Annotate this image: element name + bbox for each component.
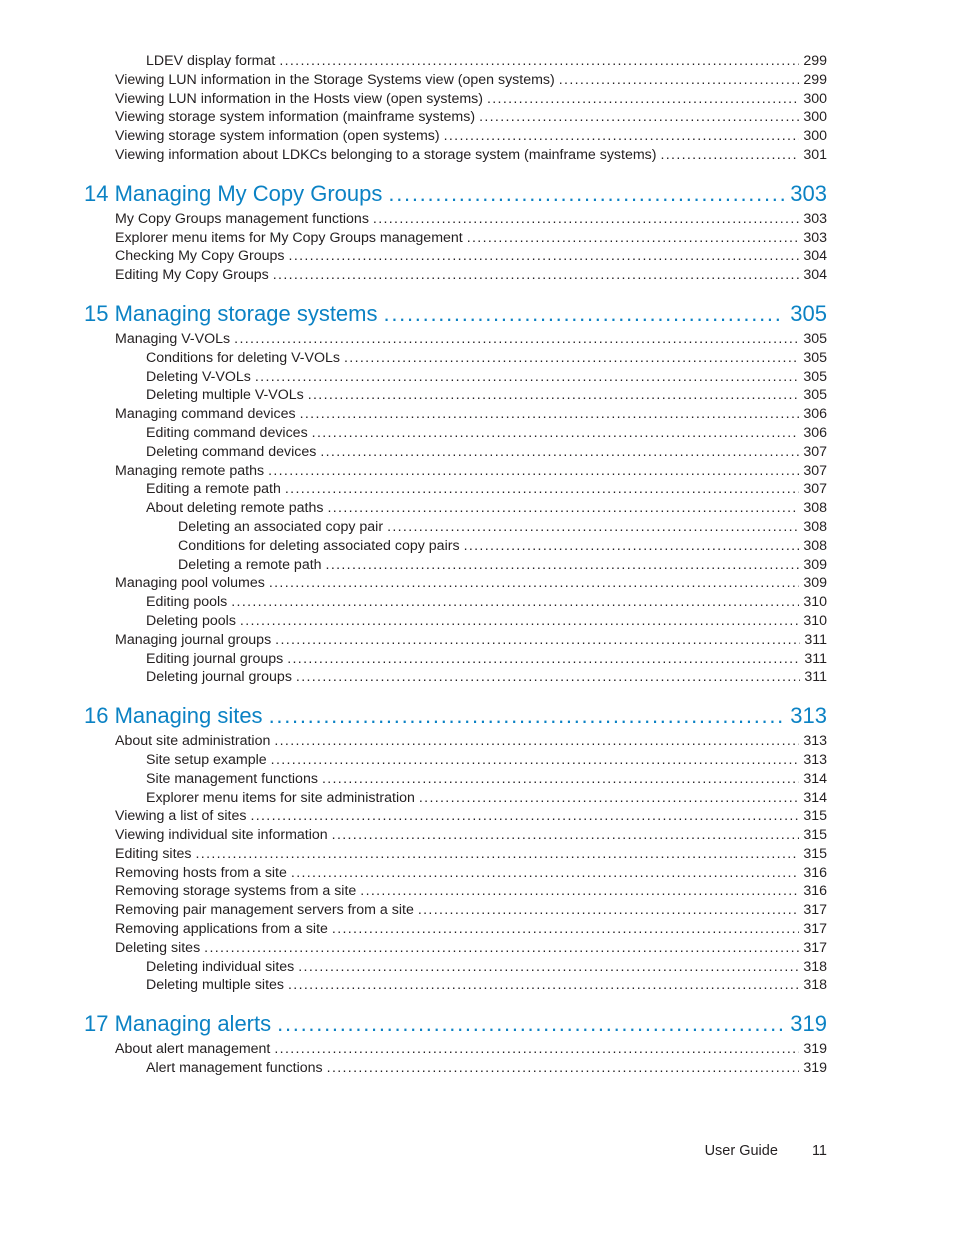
toc-entry-title: Managing command devices [115, 406, 296, 423]
toc-entry[interactable] [0, 462, 954, 481]
toc-entry[interactable] [0, 976, 954, 995]
toc-entry[interactable] [0, 368, 954, 387]
toc-page-number: 313 [803, 751, 827, 768]
toc-entry-title: About alert management [115, 1041, 271, 1058]
toc-entry-title: Deleting pools [146, 612, 236, 629]
toc-page-number: 301 [803, 146, 827, 163]
toc-page-number: 300 [803, 90, 827, 107]
toc-entry[interactable] [0, 958, 954, 977]
toc-entry[interactable] [0, 146, 954, 165]
toc-page-number: 304 [803, 267, 827, 284]
toc-entry-title: Viewing LUN information in the Storage Systems view (open systems) [115, 71, 555, 88]
toc-entry[interactable] [0, 349, 954, 368]
dot-leader [277, 1009, 784, 1039]
toc-page-number: 308 [803, 500, 827, 517]
toc-entry-title: Viewing a list of sites [115, 808, 247, 825]
dot-leader [287, 650, 800, 669]
toc-entry-title: Checking My Copy Groups [115, 248, 285, 265]
toc-entry[interactable] [0, 770, 954, 789]
toc-entry-title: Deleting command devices [146, 443, 317, 460]
toc-entry-title: Viewing information about LDKCs belonging to a storage system (mainframe systems) [115, 146, 657, 163]
dot-leader [255, 368, 799, 387]
toc-entry-title: Deleting V-VOLs [146, 368, 251, 385]
toc-entry[interactable] [0, 71, 954, 90]
dot-leader [296, 668, 800, 687]
toc-page-number: 307 [803, 481, 827, 498]
toc-entry[interactable] [0, 732, 954, 751]
dot-leader [332, 826, 800, 845]
toc-page-number: 299 [803, 53, 827, 69]
dot-leader [373, 210, 799, 229]
dot-leader [273, 266, 800, 285]
dot-leader [332, 920, 799, 939]
toc-entry[interactable] [0, 593, 954, 612]
toc-entry-title: Managing journal groups [115, 631, 272, 648]
dot-leader [487, 90, 799, 109]
toc-entry-title: Explorer menu items for site administration [146, 789, 415, 806]
toc-entry[interactable] [0, 90, 954, 109]
toc-entry-title: Managing V-VOLs [115, 330, 231, 347]
dot-leader [289, 247, 800, 266]
dot-leader [464, 537, 800, 556]
toc-entry[interactable] [0, 266, 954, 285]
toc-entry[interactable] [0, 405, 954, 424]
toc-entry-title: About site administration [115, 733, 271, 750]
toc-page-number: 310 [803, 594, 827, 611]
footer-label: User Guide [704, 1143, 778, 1159]
toc-page-number: 307 [803, 462, 827, 479]
toc-entry-title: Explorer menu items for My Copy Groups management [115, 229, 463, 246]
toc-page-number: 314 [803, 770, 827, 787]
dot-leader [274, 732, 799, 751]
toc-entry-title: 16 Managing sites [84, 703, 263, 729]
toc-entry-title: Deleting a remote path [178, 556, 322, 573]
toc-chapter-heading[interactable] [0, 1009, 954, 1039]
dot-leader [298, 958, 799, 977]
toc-entry-title: Viewing storage system information (mainframe systems) [115, 109, 476, 126]
dot-leader [234, 330, 799, 349]
toc-page-number: 317 [803, 902, 827, 919]
toc-page-number: 315 [803, 808, 827, 825]
toc-entry-title: Editing a remote path [146, 481, 281, 498]
toc-entry-title: Viewing LUN information in the Hosts view (open systems) [115, 90, 483, 107]
toc-page-number: 316 [803, 883, 827, 900]
toc-entry-title: Viewing storage system information (open systems) [115, 128, 440, 145]
dot-leader [250, 807, 799, 826]
dot-leader [300, 405, 800, 424]
dot-leader [419, 789, 799, 808]
dot-leader [204, 939, 799, 958]
toc-entry-title: Removing hosts from a site [115, 864, 287, 881]
toc-entry-title: Deleting an associated copy pair [178, 518, 384, 535]
toc-page-number: 306 [803, 424, 827, 441]
table-of-contents [0, 52, 954, 1078]
toc-page-number: 314 [803, 789, 827, 806]
toc-entry[interactable] [0, 751, 954, 770]
dot-leader [320, 443, 799, 462]
page-footer [705, 1143, 827, 1159]
dot-leader [231, 593, 799, 612]
dot-leader [308, 386, 800, 405]
toc-page-number: 311 [804, 650, 827, 667]
toc-entry-title: Editing pools [146, 594, 228, 611]
dot-leader [285, 480, 799, 499]
toc-entry[interactable] [0, 612, 954, 631]
toc-page-number: 315 [803, 827, 827, 844]
toc-page-number: 319 [790, 1011, 827, 1037]
toc-entry[interactable] [0, 556, 954, 575]
dot-leader [360, 882, 799, 901]
toc-entry-title: Removing storage systems from a site [115, 883, 357, 900]
toc-entry-title: 17 Managing alerts [84, 1011, 272, 1037]
toc-page-number: 303 [803, 229, 827, 246]
dot-leader [275, 631, 800, 650]
toc-page-number: 310 [803, 612, 827, 629]
dot-leader [279, 52, 799, 71]
toc-entry-title: Deleting journal groups [146, 669, 292, 686]
toc-entry[interactable] [0, 864, 954, 883]
toc-entry[interactable] [0, 52, 954, 71]
toc-entry[interactable] [0, 210, 954, 229]
toc-entry[interactable] [0, 443, 954, 462]
toc-entry[interactable] [0, 807, 954, 826]
toc-entry-title: Deleting multiple sites [146, 977, 284, 994]
toc-entry-title: Managing pool volumes [115, 575, 265, 592]
toc-entry-title: Deleting individual sites [146, 958, 295, 975]
toc-entry-title: 14 Managing My Copy Groups [84, 180, 383, 206]
toc-page-number: 303 [803, 210, 827, 227]
toc-entry[interactable] [0, 631, 954, 650]
toc-entry-title: Removing pair management servers from a site [115, 902, 414, 919]
toc-entry-title: Viewing individual site information [115, 827, 328, 844]
dot-leader [268, 462, 799, 481]
toc-entry-title: Editing sites [115, 845, 192, 862]
toc-entry[interactable] [0, 424, 954, 443]
dot-leader [467, 229, 800, 248]
dot-leader [274, 1040, 799, 1059]
toc-entry[interactable] [0, 668, 954, 687]
toc-entry-title: About deleting remote paths [146, 500, 324, 517]
toc-page-number: 319 [803, 1060, 827, 1077]
toc-page-number: 305 [803, 387, 827, 404]
dot-leader [387, 518, 799, 537]
dot-leader [660, 146, 799, 165]
dot-leader [271, 751, 800, 770]
toc-entry-title: My Copy Groups management functions [115, 210, 369, 227]
toc-entry-title: Site setup example [146, 751, 267, 768]
toc-entry-title: Site management functions [146, 770, 318, 787]
toc-entry[interactable] [0, 330, 954, 349]
toc-entry-title: Conditions for deleting V-VOLs [146, 349, 341, 366]
toc-chapter-heading[interactable] [0, 701, 954, 731]
toc-entry-title: Removing applications from a site [115, 921, 328, 938]
dot-leader [288, 976, 799, 995]
toc-page-number: 317 [803, 939, 827, 956]
dot-leader [384, 299, 785, 329]
toc-entry[interactable] [0, 574, 954, 593]
toc-page-number: 308 [803, 518, 827, 535]
toc-entry-title: LDEV display format [146, 53, 276, 69]
toc-page-number: 309 [803, 556, 827, 573]
toc-chapter-heading[interactable] [0, 299, 954, 329]
toc-entry[interactable] [0, 901, 954, 920]
toc-entry[interactable] [0, 939, 954, 958]
toc-page-number: 299 [803, 71, 827, 88]
footer-page-number: 11 [811, 1143, 827, 1159]
toc-page-number: 306 [803, 406, 827, 423]
toc-page-number: 316 [803, 864, 827, 881]
toc-entry-title: Deleting multiple V-VOLs [146, 387, 304, 404]
toc-entry[interactable] [0, 789, 954, 808]
toc-page-number: 317 [803, 921, 827, 938]
toc-entry[interactable] [0, 386, 954, 405]
toc-page-number: 318 [803, 958, 827, 975]
toc-entry[interactable] [0, 229, 954, 248]
dot-leader [291, 864, 799, 883]
toc-entry-title: Editing command devices [146, 424, 308, 441]
toc-page-number: 309 [803, 575, 827, 592]
toc-page-number: 303 [790, 180, 827, 206]
toc-page-number: 318 [803, 977, 827, 994]
dot-leader [269, 701, 785, 731]
dot-leader [559, 71, 800, 90]
dot-leader [240, 612, 799, 631]
toc-page-number: 307 [803, 443, 827, 460]
toc-page-number: 305 [790, 300, 827, 326]
toc-entry-title: Deleting sites [115, 939, 201, 956]
dot-leader [479, 108, 799, 127]
toc-entry[interactable] [0, 499, 954, 518]
toc-page-number: 304 [803, 248, 827, 265]
toc-page-number: 311 [804, 669, 827, 686]
toc-entry[interactable] [0, 518, 954, 537]
toc-page-number: 305 [803, 368, 827, 385]
toc-page-number: 311 [804, 631, 827, 648]
toc-page-number: 313 [790, 703, 827, 729]
toc-entry[interactable] [0, 247, 954, 266]
dot-leader [269, 574, 799, 593]
toc-entry[interactable] [0, 1040, 954, 1059]
toc-chapter-heading[interactable] [0, 179, 954, 209]
toc-entry-title: Editing My Copy Groups [115, 267, 269, 284]
toc-page-number: 305 [803, 330, 827, 347]
dot-leader [344, 349, 799, 368]
toc-entry[interactable] [0, 845, 954, 864]
dot-leader [327, 1059, 800, 1078]
dot-leader [196, 845, 800, 864]
toc-entry-title: 15 Managing storage systems [84, 300, 378, 326]
toc-entry[interactable] [0, 127, 954, 146]
dot-leader [312, 424, 800, 443]
dot-leader [326, 556, 800, 575]
toc-entry-title: Editing journal groups [146, 650, 284, 667]
toc-entry[interactable] [0, 882, 954, 901]
toc-entry[interactable] [0, 1059, 954, 1078]
dot-leader [418, 901, 799, 920]
dot-leader [327, 499, 799, 518]
toc-page-number: 319 [803, 1041, 827, 1058]
toc-entry[interactable] [0, 650, 954, 669]
toc-page-number: 300 [803, 128, 827, 145]
toc-entry[interactable] [0, 826, 954, 845]
toc-entry-title: Managing remote paths [115, 462, 265, 479]
toc-page-number: 308 [803, 537, 827, 554]
toc-page-number: 300 [803, 109, 827, 126]
toc-page-number: 313 [803, 733, 827, 750]
toc-entry[interactable] [0, 480, 954, 499]
dot-leader [322, 770, 799, 789]
toc-entry[interactable] [0, 108, 954, 127]
toc-entry[interactable] [0, 537, 954, 556]
toc-page-number: 305 [803, 349, 827, 366]
dot-leader [388, 179, 784, 209]
toc-page-number: 315 [803, 845, 827, 862]
toc-entry[interactable] [0, 920, 954, 939]
toc-entry-title: Conditions for deleting associated copy pairs [178, 537, 460, 554]
dot-leader [444, 127, 800, 146]
toc-entry-title: Alert management functions [146, 1060, 323, 1077]
